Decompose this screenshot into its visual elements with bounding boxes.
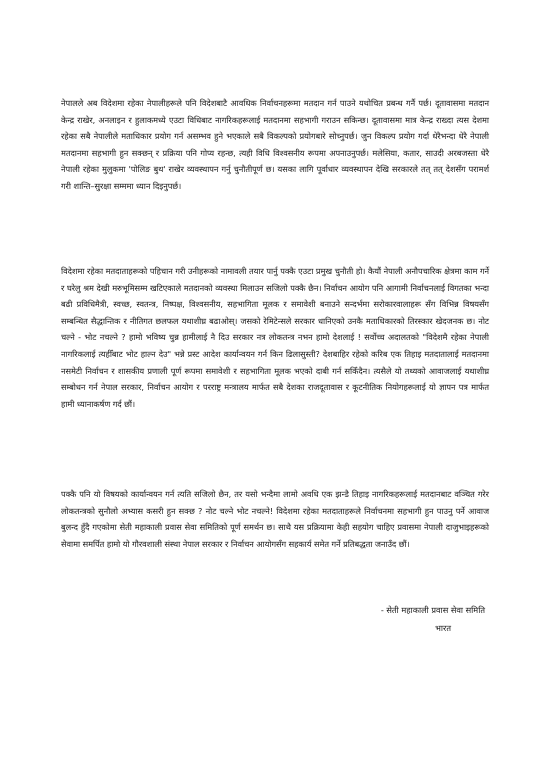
paragraph: नेपालले अब विदेशमा रहेका नेपालीहरूले पनि विदेशबाटै आवधिक निर्वाचनहरूमा मतदान गर्न पाउने यथोचित प्रबन्ध गर्नै पर्छ। दूतावासमा मतदान केन्द्र राखेर, अनलाइन र हुलाकमध्ये एउटा विधिबाट नागरिकहरूलाई मतदानमा सहभागी गराउन सकिन्छ। दूतावासमा मात्र केन्द्र राख्दा त्यस देशमा रहेका सबै नेपालीले मताधिकार प्रयोग गर्न असम्भव हुने भएकाले सबै विकल्पको प्रयोगबारे सोच्नुपर्छ। जुन विकल्प प्रयोग गर्दा धेरैभन्दा धेरै नेपाली मतदानमा सहभागी हुन सक्छन् र प्रक्रिया पनि गोप्य रहन्छ, त्यही विधि विश्वसनीय रूपमा अपनाउनुपर्छ। मलेसिया, कतार, साउदी अरबजस्ता धेरै नेपाली रहेका मुलुकमा 'पोलिङ बुथ' राखेर व्यवस्थापन गर्नु चुनौतीपूर्ण छ। यसका लागि पूर्वाधार व्यवस्थापन देखि सरकारले तत् तत् देशसँग परामर्श गरी शान्ति–सुरक्षा सम्ममा ध्यान दिइनुपर्छ।	[61, 98, 489, 191]
signature-country: भारत	[435, 623, 451, 633]
paragraph: पक्कै पनि यो विषयको कार्यान्वयन गर्न त्यति सजिलो छैन, तर यसो भन्दैमा लामो अवधि एक झन्डै तिहाइ नागरिकहरूलाई मतदानबाट वञ्चित गरेर लोकतन्त्रको सुनौलो अभ्यास कसरी हुन सक्छ ? नोट चल्ने भोट नचल्ने! विदेशमा रहेका मतदाताहरूले निर्वाचनमा सहभागी हुन पाउनु पर्ने आवाज बुलन्द हुँदै गएकोमा सेती महाकाली प्रवास सेवा समितिको पूर्ण समर्थन छ। साथै यस प्रक्रियामा केही सहयोग चाहिए प्रवासमा नेपाली दाजुभाइहरूको सेवामा समर्पित हामो यो गौरवशाली संस्था नेपाल सरकार र निर्वाचन आयोगसँग सहकार्य समेत गर्ने प्रतिबद्धता जनाउँद छौं।	[61, 489, 489, 549]
signature-block	[381, 601, 485, 637]
paragraph: विदेशमा रहेका मतदाताहरूको पहिचान गरी उनीहरूको नामावली तयार पार्नु पक्कै एउटा प्रमुख चुनौती हो। कैयौं नेपाली अनौपचारिक क्षेत्रमा काम गर्ने र घरेलु श्रम देखी मरुभूमिसम्म खटिएकाले मतदानको व्यवस्था मिलाउन सजिलो पक्कै छैन। निर्वाचन आयोग पनि आगामी निर्वाचनलाई विगतका भन्दा बढी प्रविधिमैत्री, स्वच्छ, स्वतन्त्र, निष्पक्ष, विश्वसनीय, सहभागिता मूलक र समावेशी बनाउने सन्दर्भमा सरोकारवालाहरू सँग विभिन्न विषयसँग सम्बन्धित सैद्धान्तिक र नीतिगत छलफल यथाशीघ्र बढाओस्। जसको रेमिटेन्सले सरकार धानिएको उनकै मताधिकारको तिरस्कार खेदजनक छ। नोट चल्ने - भोट नचल्ने ? हामो भविष्य चुन्न हामीलाई नै दिउ सरकार नत्र लोकतन्त्र नभन हामो देशलाई ! सर्वोच्च अदालतको "विदेशमै रहेका नेपाली नागरिकलाई त्यहीँबाट भोट हाल्न देउ" भन्ने प्रस्ट आदेश कार्यान्वयन गर्न किन ढिलासुस्ती? देशबाहिर रहेको करिब एक तिहाइ मतदातालाई मतदानमा नसमेटी निर्वाचन र शासकीय प्रणाली पूर्ण रूपमा समावेशी र सहभागिता मूलक भएको दाबी गर्न सकिँदैन। त्यसैले यो तथ्यको आवाजलाई यथाशीघ्र सम्बोधन गर्न नेपाल सरकार, निर्वाचन आयोग र परराष्ट्र मन्त्रालय मार्फत सबै देशका राजदूतावास र कूटनीतिक नियोगहरूलाई यो ज्ञापन पत्र मार्फत हामी ध्यानाकर्षण गर्द छौं।	[61, 266, 489, 409]
signature-organization: - सेती महाकाली प्रवास सेवा समिति	[380, 605, 485, 615]
